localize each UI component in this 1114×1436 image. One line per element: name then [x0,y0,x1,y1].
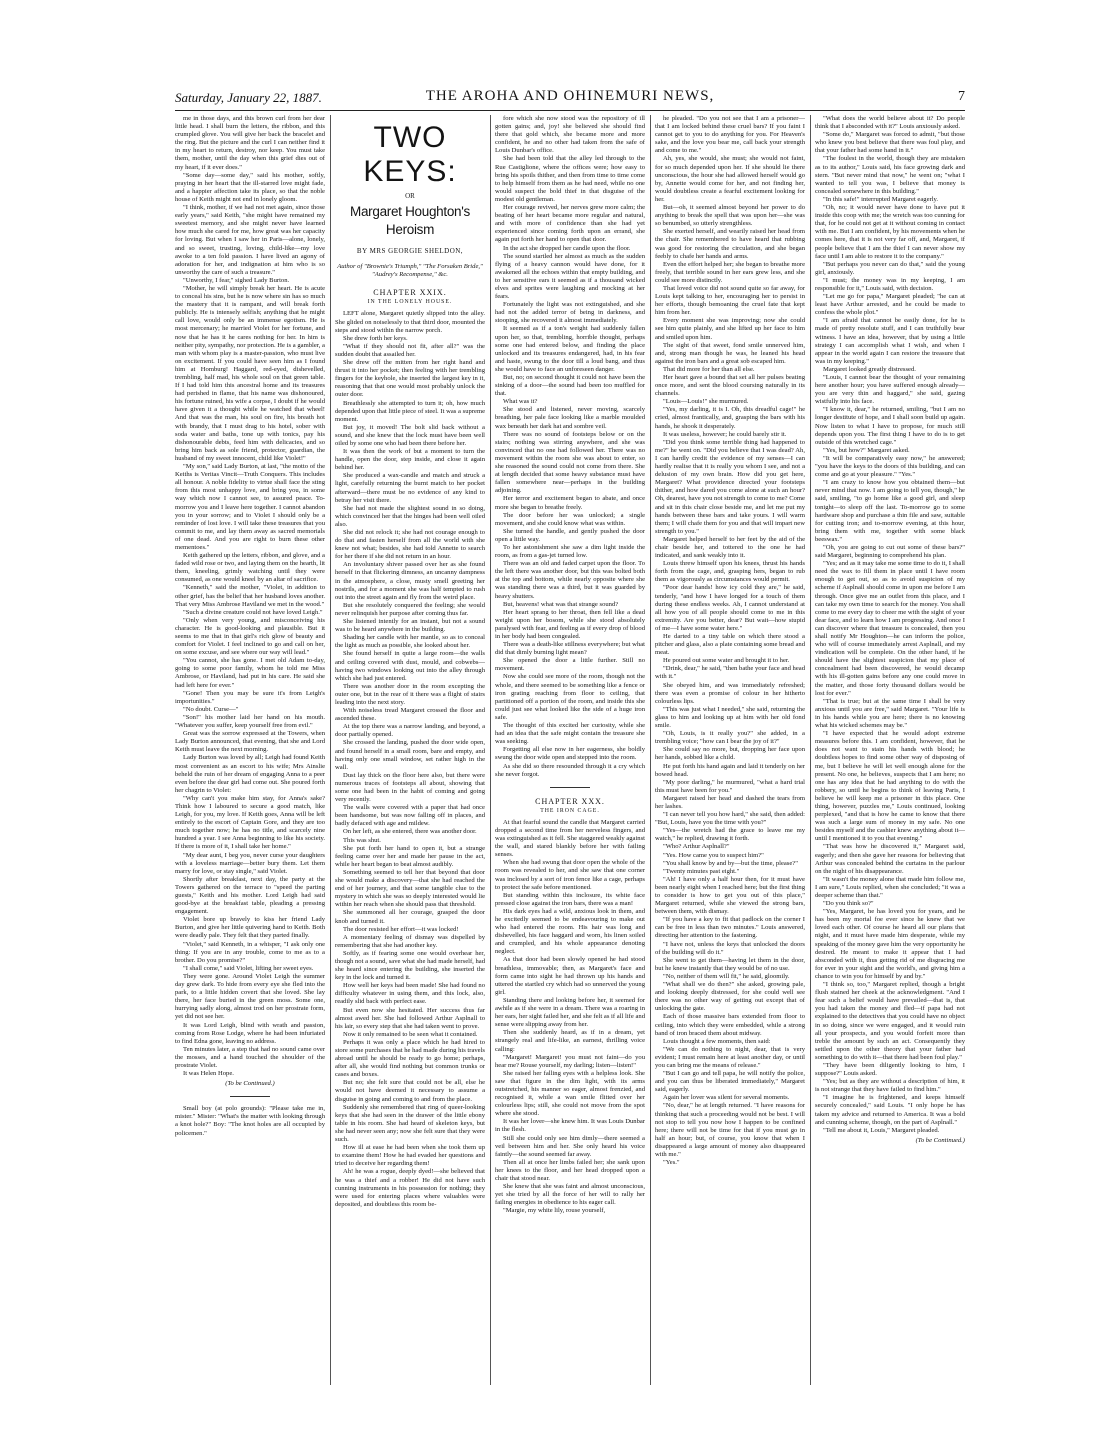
paragraph: "We can do nothing to night, dear, that is very evident; I must remain here at least another day, or until you can bring me the means of release." [655,1045,805,1069]
paragraph: "I imagine he is frightened, and keeps himself securely concealed," said Louis. "I only hope he has taken my advice and returned to America. It was a bold and cunning scheme, though, on the part of Asplnall." [815,1094,965,1126]
paragraph: Keith gathered up the letters, ribbon, and glove, and a faded wild rose or two, and laying them on the hearth, lit them, kneeling, grimly watching until they were consumed, as one would kneel by an altar of sacrifice. [175,552,325,584]
paragraph: "But perhaps you never can do that," said the young girl, anxiously. [815,260,965,276]
paragraph: "Why can't you make him stay, for Anna's sake? Think how I laboured to secure a good match, like Leigh, for you, my love. If Keith goes, Anna will be left entirely to the escort of Captain Gore, and they are too much together now; he has no title, and scarcely nine hundred a year. I see Anna beginning to like his society. If there is more of it, I shall take her home." [175,794,325,851]
column-rule [810,115,811,1385]
paragraph: "Gone! Then you may be sure it's from Leigh's importunities." [175,689,325,705]
story-or: OR [405,192,415,200]
paragraph: Then all at once her limbs failed her; she sank upon her knees to the floor, and her head dropped upon a chair that stood near. [495,1158,645,1182]
paragraph: "I think so, too," Margaret replied, though a bright flush stained her cheek at the acknowledgment. "And I fear such a belief would have prevailed—that is, that you had taken the money and fled—if papa had not explained to the detectives that you could have no object in so doing, since we were engaged, and it would ruin all your prospects, and you would forfeit more than treble the amount by such an act. Consequently they settled upon the other theory that your father had something to do with it—that there had been foul play." [815,981,965,1061]
col2-paragraphs [335,310,485,1208]
paragraph: Fortunately the light was not extinguished, and she had not the added terror of being in darkness, and stooping, she recovered it almost immediately. [495,301,645,325]
paragraph: She had been told that the alley led through to the Rue Castiglione, where the offices were; how easy to bring his spoils thither, and then from time to time come to help himself from them as he had need, while no one would suspect the bold thief in that disguise of the modest old gentleman. [495,155,645,203]
paragraph: Even the effort helped her; she began to breathe more freely, that terrible sound in her ears grew less, and she could see more distinctly. [655,260,805,284]
paragraph: "Oh, you are going to cut out some of these bars?" said Margaret, beginning to comprehend his plan. [815,543,965,560]
paragraph: When she had swung that door open the whole of the room was revealed to her, and she saw that one corner was inclosed by a sort of iron fence like a cage, perhaps to protect the safe before mentioned. [495,859,645,891]
paragraph: Margaret helped herself to her feet by the aid of the chair beside her, and tottered to the one he had indicated, and sank weakly into it. [655,535,805,560]
paragraph: he pleaded. "Do you not see that I am a prisoner—that I am locked behind these cruel bars? If you faint I cannot get to you to do anything for you. For Heaven's sake, and the love you bear me, call back your strength and come to me." [655,115,805,155]
paragraph: "Oh, no; it would never have done to have put it inside this coop with me; the wretch was too cunning for that, for he could not get at it without coming in contact with me. But I am confident, by his movements when he comes here, that it is not very far off, and, Margaret, if people believe that I am the thief I can never show my face until I am able to restore it to the company." [815,204,965,260]
paragraph: It was her lover—she knew him. It was Louis Dunbar in the flesh. [495,1118,645,1134]
chapter-heading: CHAPTER XXIX. [373,288,447,298]
paragraph: Her heart gave a bound that set all her pulses beating once more, and sent the blood coursing naturally in its channels. [655,374,805,398]
story-subtitle: Margaret Houghton's Heroism [350,204,470,237]
paragraph: "No, dear," he at length returned. "I have reasons for thinking that such a proceeding would not be best. I will not stop to tell you now how I happen to be confined here; there will not be time for that if you must go in half an hour; but, of course, you know that when I disappeared a large amount of money also disappeared with me." [655,1102,805,1158]
paragraph: "Some day—some day," said his mother, softly, praying in her heart that the ill-starred love might fade, and a happier affection take its place, so that the noble house of Keith might not end in lonely gloom. [175,171,325,203]
paragraph: "No doubt. Curse—" [183,705,239,713]
paragraph: She did not relock it; she had not courage enough to do that and fasten herself from all the world with she knew not what; besides, she had told Annette to search for her there if she did not return in an hour. [335,529,485,561]
paragraph: As she did so there resounded through it a cry which she never forgot. [495,762,645,778]
paragraph: "Oh, Louis, is it really you?" she added, in a trembling voice; "how can I bear the joy of it?" [655,730,805,746]
paragraph: The thought of this excited her curiosity, while she had an idea that the safe might contain the treasure she was seeking. [495,722,645,746]
column-rule [490,115,491,1385]
paragraph: "Yes." [663,1159,680,1167]
col1-paragraphs [175,115,325,1078]
paragraph: Suddenly she remembered that ring of queer-looking keys that she had seen in the drawer of the little ebony table in his room. She had heard of skeleton keys, but she had never seen any; now she felt sure that they were such. [335,1103,485,1144]
paragraph: "It will be comparatively easy now," he answered; "you have the keys to the doors of this building, and can come and go at your pleasure." "Yes." [815,454,965,479]
paragraph: "I shall come," said Violet, lifting her sweet eyes. [183,964,314,972]
paragraph: It was Helen Hope. [183,1070,234,1078]
paragraph: "Let me go for papa," Margaret pleaded; "he can at least have Arthur arrested, and he could be made to confess the whole plot." [815,293,965,317]
paragraph: Now it only remained to be seen what it contained. [343,1030,478,1038]
paragraph: There was no sound of footsteps below or on the stairs; nothing was stirring anywhere, and she was convinced that no one had followed her. There was no movement within the room she was about to enter, so she reasoned the sound could not come from there. She at length decided that some heavy substance must have fallen somewhere near—perhaps in the building adjoining. [495,430,645,495]
chapter-subtitle: THE IRON CAGE. [540,807,600,814]
paragraph: "Some do," Margaret was forced to admit, "but those who knew you best believe that there was foul play, and that your father had some hand in it." [815,131,965,155]
paragraph: Margaret looked greatly distressed. [823,365,916,373]
paragraph: "Son!" his mother laid her hand on his mouth. "Whatever you suffer, keep yourself free from evil." [175,713,325,730]
paragraph: "Yes, my darling, it is I. Oh, this dreadful cage!" he cried, almost frantically, and, grasping the bars with his hands, he shook it desperately. [655,406,805,430]
paragraph: "Margie, my white lily, rouse yourself, [503,1207,606,1215]
paragraph: "Twenty minutes past eight." [663,867,740,875]
col5-paragraphs [815,115,965,1135]
paragraph: "Louis, I cannot bear the thought of your remaining here another hour; you have suffered enough already—you are very thin and haggard," she said, gazing wistfully into his face. [815,374,965,406]
paragraph: "This was just what I needed," she said, returning the glass to him and looking up at him with her old fond smile. [655,705,805,730]
paragraph: Shortly after breakfast, next day, the party at the Towers gathered on the terrace to "speed the parting guests," Keith and his mother. Lord Leigh had said good-bye at the breakfast table, pleading a pressing engagement. [175,875,325,916]
author-note: Author of "Brownie's Triumph," "The Forsaken Bride," "Audrey's Recompense," &c. [337,263,483,279]
paragraph: An involuntary shiver passed over her as she found herself in that flickering dimness, an uncanny dampness in the atmosphere, a close, musty smell greeting her nostrils, and for a moment she was half tempted to rush out into the street again and fly from the weird place. [335,561,485,601]
paragraph: "I must; the money was in my keeping, I am responsible for it," Louis said, with decision. [815,276,965,292]
paragraph: Margaret raised her head and dashed the tears from her lashes. [655,794,805,810]
paragraph: "You shall know by and by—but the time, please?" [663,859,798,867]
paragraph: He poured out some water and brought it to her. [663,657,790,665]
paragraph: "That is true; but at the same time I shall be very anxious until you are free," said Margaret. "Your life is in his hands while you are here; there is no knowing what his wicked schemes may be." [815,697,965,730]
paragraph: Softly, as if fearing some one would overhear her, though not a sound, save what she had made herself, had she heard since entering the building, she inserted the key in the lock and turned it. [335,949,485,982]
paragraph: Violet bore up bravely to kiss her friend Lady Burton, and give her little quivering hand to Keith. Both were deadly pale. They felt that they parted finally. [175,916,325,940]
paragraph: That loved voice did not sound quite so far away, for Louis kept talking to her, encouraging her to persist in her efforts, though bemoaning the cruel fate that kept him from her. [655,284,805,317]
paragraph: "I am crazy to know how you obtained them—but never mind that now. I am going to tell you, though," he said, smiling, "to go home like a good girl, and sleep tonight—to sleep off the last. To-morrow go to some hardware shop and purchase a thin file and saw, suitable for cutting iron; and to-morrow evening, at this hour, bring them with me, together with some black beeswax." [815,479,965,543]
paragraph: "They have been diligently looking to him, I suppose?" Louis asked. [815,1061,965,1078]
paragraph: Again her lover was silent for several moments. [663,1094,790,1102]
paragraph: "That was how he discovered it," Margaret said, eagerly; and then she gave her reasons for believing that Arthur was concealed behind the curtains in the parlour on the night of his disappearance. [815,843,965,875]
paragraph: It was Lord Leigh, blind with wrath and passion, coming from Rose Lodge, where he had been infuriated to find Edna gone, leaving no address. [175,1021,325,1045]
paragraph: "You cannot, she has gone. I met old Adam to-day, going to some poor family, whom he told me Miss Ambrose, or Haviland, had put in his care. He said she had left here for ever." [175,657,325,689]
paragraph: "Only when very young, and misconceiving his character. He is good-looking and plausible. But it seems to me that in that girl's rich glow of beauty and comfort for Violet. I feel inclined to go and call on her, on some excuse, and see where our way will lead." [175,616,325,657]
paragraph: "Yes, Margaret, he has loved you for years, and he has been my mortal foe ever since he knew that we loved each other. Of course he heard all our plans that night, and it must have made him desperate, while my speaking of the money gave him the very opportunity he desired. He meant to make it appear that I had absconded with it, thus getting rid of me disgracing me for ever in your sight and the world's, and giving him a chance to win you for himself by and by." [815,908,965,980]
paragraph: That did more for her than all else. [663,365,755,373]
col3-paragraphs-2 [495,819,645,1216]
paragraph: "Poor dear hands! how icy cold they are," he said, tenderly, "and how I have longed for a touch of them during these endless weeks. Ah, I cannot understand at all how you of all people should come to me in this extremity. Are you better, dear? But wait—how stupid of me—I have some water here." [655,584,805,632]
paragraph: "Margaret! Margaret! you must not faint—do you hear me? Rouse yourself, my darling; listen—listen!" [495,1053,645,1069]
paragraph: She had not made the slightest sound in so doing, which convinced her that the hinges had been well oiled also. [335,504,485,528]
paragraph: "What does the world believe about it? Do people think that I absconded with it?" Louis anxiously asked. [815,115,965,131]
paragraph: "Kenneth," said the mother, "Violet, in addition to other grief, has the belief that her husband loves another. That very Miss Ambrose Haviland we met in the wood." [175,584,325,608]
paragraph: She summoned all her courage, grasped the door knob and turned it. [335,909,485,925]
paragraph: Her courage revived, her nerves grew more calm; the beating of her heart became more regular and natural, and with more of confidence than she had yet experienced since coming forth upon an errand, she again put forth her hand to open that door. [495,204,645,244]
paragraph: "Unworthy, I fear," sighed Lady Burton. [183,276,290,284]
paragraph: His dark eyes had a wild, anxious look in them, and he excitedly seemed to be endeavouring to make out who had entered the room. His hair was long and dishevelled, his face haggard and worn, his linen soiled and crumpled, and his whole appearance denoting neglect. [495,907,645,956]
paragraph: She put forth her hand to open it, but a strange feeling came over her and made her pause in the act, while her heart began to beat almost audibly. [335,844,485,868]
paragraph: Now she could see more of the room, though not the whole, and there seemed to be something like a fence or iron grating reaching from floor to ceiling, that partitioned off a portion of the room, and inside this she could just see what looked like the side of a huge iron safe. [495,673,645,721]
paragraph: Standing there and looking before her, it seemed for awhile as if she were in a dream. There was a roaring in her ears, her sight failed her, and she felt as if all life and sense were slipping away from her. [495,996,645,1029]
paragraph: But she resolutely conquered the feeling; she would never relinquish her purpose after coming thus far. [335,601,485,617]
chapter-heading: CHAPTER XXX. [535,796,605,806]
paragraph: There was another door in the room excepting the outer one, but in the rear of it there was a flight of stairs leading into the next story. [335,682,485,706]
joke-paragraph: Small boy (at polo grounds): "Please take me in, mister." Mister: "What's the matter with looking through a knot hole?" Boy: "The knot holes are all occupied by policemen." [175,1105,325,1137]
paragraph: Ah! he was a rogue, deeply dyed!—she believed that he was a thief and a robber! He did not have such cunning instruments in his possession for nothing; they were used for entering places where valuables were deposited, and doubtless this room be- [335,1168,485,1208]
paragraph: This was shut. [343,836,381,844]
paragraph: She drew forth her keys. [343,334,408,342]
paragraph: "Violet," said Kenneth, in a whisper, "I ask only one thing: If you are in any trouble, come to me as to a brother. Do you promise?" [175,940,325,964]
paragraph: "Did you think some terrible thing had happened to me?" he went on. "Did you believe that I was dead? Ah, I can hardly credit the evidence of my senses—I can hardly realise that it is really you whom I see, and not a delusion of my own brain. How did you get here, Margaret? What providence directed your footsteps thither, and how dared you come alone at such an hour? Oh, dearest, have you not strength to come to me? Come and sit in this chair close beside me, and let me put my hands between these bars and take yours. I will warm them; I will chafe them for you and that will impart new strength to you." [655,438,805,535]
newspaper-title: THE AROHA AND OHINEMURI NEWS, [425,88,715,104]
paragraph: Dust lay thick on the floor here also, but there were numerous traces of footsteps all about, showing that some one had been in the habit of coming and going very recently. [335,771,485,804]
paragraph: "Tell me about it, Louis," Margaret pleaded. [823,1126,940,1134]
paragraph: At that fearful sound the candle that Margaret carried dropped a second time from her nerveless fingers, and was extinguished as it fell. She staggered weakly against the wall, and stared blankly before her with failing senses. [495,818,645,859]
paragraph: Great was the sorrow expressed at the Towers, when Lady Burton announced, that evening, that she and Lord Keith must leave the next morning. [175,730,325,754]
paragraph: "Yes, but how?" Margaret asked. [823,446,910,454]
paragraph: Louis threw himself upon his knees, thrust his hands forth from the cage, and, grasping hers, began to rub them as vigorously as circumstances would permit. [655,560,805,584]
paragraph: "Mother, he will simply break her heart. He is acute to conceal his sins, but he is now where sin has so much the mastery that it is rampant, and will break forth publicly. He is intensely selfish; anything that he might call love, would only be an immense egotism. He is most mercenary; he married Violet for her fortune, and now that he has it he cares nothing for her. In him is neither pity, sympathy, nor protection. He is a gambler, a man with whom play is a master-passion, who must live on excitement. If you could have seen him as I found him at Homburg! Haggard, red-eyed, dishevelled, trembling, half mad, his whole soul on that green table. If I had told him this ancestral home and its treasures had perished in flame, that his name was dishonoured, his fortune ruined, his wife a corpse, I doubt if he would have given it a thought while he watched that wheel! And that was the man, his soul on fire, his breath hot with brandy, that I must drag to his hotel, sober with soda water and baths, tone up with tonics, pay his dishonourable debts, feed him with delicacies, and so bring him back as sole friend, protector, guardian, the husband of my sweet innocent, child like Violet!" [175,284,325,462]
byline: BY MRS GEORGIE SHELDON, [356,247,464,255]
paragraph: Breathlessly she attempted to turn it; oh, how much depended upon that little piece of steel. It was a supreme moment. [335,399,485,423]
paragraph: She exerted herself, and wearily raised her head from the chair. She remembered to have heard that rubbing was good for restoring the circulation, and she began feebly to chafe her hands and arms. [655,228,805,260]
column-5 [815,115,965,1385]
paragraph: "But I can go and tell papa, he will notify the police, and you can thus be liberated immediately," Margaret said, eagerly. [655,1070,805,1094]
paragraph: "I have expected that he would adopt extreme measures before this. I am confident, however, that he does not want to stain his hands with blood; he doubtless hopes to find some other way of disposing of me, but I believe he will let well enough alone for the present. No one, he believes, suspects that I am here; no one has any idea that he had anything to do with the robbery, so until he begins to think of leaving Paris, I believe he will keep me a prisoner in this place. One thing, however, puzzles me," Louis continued, looking perplexed, "and that is how he came to know that there was such a large sum of money in my safe. No one besides myself and the cashier knew anything about it—until I mentioned it to you that evening." [815,730,965,843]
paragraph: "Yes—the wretch had the grace to leave me my watch," he replied, drawing it forth. [655,827,805,843]
column-rule [330,115,331,1385]
paragraph: "What shall we do then?" she asked, growing pale, and looking deeply distressed, for she could well see there was no other way of getting out except that of unlocking the gate. [655,981,805,1013]
paragraph: "My poor darling," he murmured, "what a hard trial this must have been for you." [655,778,805,794]
paragraph: But even now she hesitated. Her success thus far almost awed her. She had followed Arthur Asplnall to his lair, so every step that she had taken went to prove. [335,1006,485,1030]
paragraph: She stood and listened, never moving, scarcely breathing, her pale face looking like a marble moulded wax beneath her dark hat and sombre veil. [495,406,645,430]
separator [230,1096,270,1097]
paragraph: To her astonishment she saw a dim light inside the room, as from a gas-jet turned low. [495,543,645,560]
column-4 [655,115,805,1385]
column-rule [650,115,651,1385]
paragraph: But no; she felt sure that could not be all, else he would not have deemed it necessary to assume a disguise in going and coming to and from the place. [335,1079,485,1103]
paragraph: "In this safe!" interrupted Margaret eagerly. [823,195,939,203]
paragraph: Ah, yes, she would, she must; she would not faint, for so much depended upon her. If she should lie there unconscious, the hour she had allowed herself would go by, Annette would come for her, and not finding her, would doubtless create a fearful excitement looking for her. [655,155,805,203]
column-3 [495,115,645,1385]
paragraph: As that door had been slowly opened he had stood breathless, immovable; then, as Margaret's face and form came into sight he had thrown up his hands and uttered the startled cry which had so unnerved the young girl. [495,956,645,996]
paragraph: "It wasn't the money alone that made him follow me, I am sure," Louis replied, when she concluded; "it was a deeper scheme than that." [815,875,965,899]
paragraph: The walls were covered with a paper that had once been handsome, but was now falling off in places, and badly defaced with age and mildew. [335,804,485,828]
paragraph: "Who? Arthur Asplnall?" [663,843,730,851]
paragraph: "Such a divine creature could not have loved Leigh." [183,608,323,616]
paragraph: On her left, as she entered, there was another door. [343,828,477,836]
paragraph: He put forth his hand again and laid it tenderly on her bowed head. [655,762,805,778]
column-1 [175,115,325,1385]
to-be-continued: (To be Continued.) [915,1136,965,1144]
paragraph: "I think, mother, if we had not met again, since those early years," said Keith, "she might have remained my sweetest memory, and she might never have learned how much she cared for me, how great was her capacity for loving. But when I saw her in Paris—alone, lonely, and so sweet, trusting, loving, child-like—my love awoke to a ten fold passion. I have lived an agony of adoration for her, and indignation at him who is so unworthy the care of such a treasure." [175,204,325,276]
separator [550,787,590,788]
paragraph: Something seemed to tell her that beyond that door she would make a discovery—that she had reached the end of her journey, and that some tangible clue to the mystery in which she was so deeply interested would lie within her reach when she should pass that threshold. [335,868,485,909]
to-be-continued: (To be Continued.) [225,1080,275,1088]
paragraph: She obeyed him, and was immediately refreshed; there was even a promise of colour in her hitherto colourless lips. [655,681,805,705]
paragraph: "I have not, unless the keys that unlocked the doors of the building will do it." [655,940,805,956]
column-2 [335,115,485,1385]
paragraph: Her terror and excitement began to abate, and once more she began to breathe freely. [495,495,645,511]
paragraph: Each of those massive bars extended from floor to ceiling, into which they were embedded, while a strong band of iron braced them about midway. [655,1013,805,1037]
paragraph: "I know it, dear," he returned, smiling, "but I am no longer destitute of hope, and I shall soon build up again. Now listen to what I have to propose, for much still depends upon you. The first thing I have to do is to get outside of this wretched cage." [815,406,965,446]
paragraph: LEFT alone, Margaret quietly slipped into the alley. She glided on noiselessly to that third door, mounted the steps and stood within the narrow porch. [335,310,485,334]
paragraph: She could say no more, but, dropping her face upon her hands, sobbed like a child. [655,746,805,762]
paragraph: A momentary feeling of dismay was dispelled by remembering that she had another key. [335,933,485,949]
paragraph: It was then the work of but a moment to turn the handle, open the door, step inside, and close it again behind her. [335,448,485,472]
paragraph: She raised her falling eyes with a helpless look. She saw that figure in the dim light, with its arms outstretched, his manner so eager, almost frenzied, and recognised it, while a wan smile flitted over her colourless lips; still, she could not move from the spot where she stood. [495,1069,645,1118]
paragraph: With noiseless tread Margaret crossed the floor and ascended these. [335,707,485,723]
page-number: 7 [958,89,965,104]
paragraph: The door before her was unlocked; a single movement, and she could know what was within. [495,511,645,527]
paragraph: How ill at ease he had been when she took them up to examine them! How he had evaded her questions and tried to deceive her regarding them! [335,1144,485,1168]
paragraph: There was an old and faded carpet upon the floor. To the left there was another door, but this was bolted both at the top and bottom, while nearly opposite where she was standing there was a third, but it was guarded by heavy shutters. [495,560,645,600]
header-date: Saturday, January 22, 1887. [175,90,322,105]
paragraph: What was it? [503,398,538,406]
paragraph: "My dear aunt, I beg you, never curse your daughters with a loveless marriage—better bury them. Let them marry for love, or stay single," said Violet. [175,851,325,875]
paragraph: It was useless, however; he could barely stir it. [663,430,787,438]
paragraph: Perhaps it was only a place which he had hired to store some purchases that he had made during his travels abroad until he should be ready to go home; perhaps, after all, she would find nothing but common trunks or cases and boxes. [335,1038,485,1079]
story-title: TWO KEYS: [363,121,457,188]
col4-paragraphs [655,115,805,1167]
chapter-subtitle: IN THE LONELY HOUSE. [367,299,453,306]
paragraph: But joy, it moved! The bolt slid back without a sound, and she knew that the lock must have been well oiled by some one who had been there before her. [335,423,485,447]
paragraph: Her heart sprang to her throat, then fell like a dead weight upon her bosom, while she stood absolutely paralysed with fear, and feeling as if every drop of blood in her body had been congealed. [495,608,645,640]
paragraph: There was a death-like stillness everywhere; but what did that dimly burning light mean? [495,641,645,657]
paragraph: She knew that she was faint and almost unconscious, yet she tried by all the force of her will to rally her failing energies in obedience to his eager call. [495,1183,645,1207]
paragraph: "What if they should not fit, after all?" was the sudden doubt that assailed her. [335,342,485,358]
paragraph: Still she could only see him dimly—there seemed a veil between him and her. She only heard his voice faintly—the sound seemed far away. [495,1134,645,1158]
paragraph: But—oh, it seemed almost beyond her power to do anything to break the spell that was upon her—she was so benumbed, so utterly strengthless. [655,204,805,228]
paragraph: fore which she now stood was the repository of ill gotten gains; and, joy! she believed she should find there that gold which, she became more and more confident, he and no other had taken from the safe of Louis Dunbar's office. [495,115,645,155]
paragraph: She found herself in quite a large room—the walls and ceiling covered with dust, mould, and cobwebs—having two windows looking out into the alley through which she had just entered. [335,650,485,682]
paragraph: "Do you think so?" [823,900,874,908]
paragraph: She drew off the mitten from her right hand and thrust it into her pocket; then feeling with her trembling fingers for the keyhole, she inserted the largest key in it, reasoning that that one would most probably unlock the outer door. [335,359,485,399]
paragraph: At the top there was a narrow landing, and beyond, a door partially opened. [335,723,485,739]
paragraph: Ten minutes later, a step that had no sound came over the mosses, and a hand touched the shoulder of the prostrate Violet. [175,1045,325,1069]
paragraph: She listened intently for an instant, but not a sound was to be heard anywhere in the building. [335,618,485,634]
paragraph: She opened the door a little further. Still no movement. [495,657,645,673]
paragraph: "Louis—Louis!" she murmured. [663,398,749,406]
paragraph: In the act she dropped her candle upon the floor. [503,244,631,252]
paragraph: It seemed as if a ton's weight had suddenly fallen upon her, so that, trembling, horrible thought, perhaps some one had entered below, and finding the place unlocked and its treasures endangered, had, in his fear and haste, swung to the door till a loud bang, and thus she would have to face an unforeseen danger. [495,325,645,373]
paragraph: Then she suddenly heard, as if in a dream, yet strangely real and life-like, an earnest, thrilling voice calling: [495,1029,645,1053]
col3-paragraphs [495,115,645,779]
paragraph: The sight of that sweet, fond smile unnerved him, and, strong man though he was, he leaned his head against the iron bars and a great sob escaped him. [655,341,805,365]
paragraph: "I am afraid that cannot be easily done, for he is made of pretty resolute stuff, and I can truthfully bear witness. I have an idea, however, that by using a little strategy I can accomplish what I wish, and when I appear in the world again I can restore the treasure that was in my keeping." [815,317,965,365]
paragraph: Louis thought a few moments, then said: [663,1037,771,1045]
paragraph: The door resisted her effort—it was locked! [343,925,459,933]
paragraph: me in those days, and this brown curl from her dear little head. I shall burn the letters, the ribbon, and this crumpled glove. You will give her back the bracelet and the ring. But the picture and the curl I can neither find it in my heart to return, destroy, nor keep. You must take them, mother, until the day when this grief dies out of my heart, if it ever does." [175,115,325,171]
paragraph: She turned the handle, and gently pushed the door open a little way. [495,527,645,543]
paragraph: "Yes. How came you to suspect him?" [663,851,764,859]
paragraph: "Yes; but as they are without a description of him, it is not strange that they have failed to find him." [815,1078,965,1094]
paragraph: "If you have a key to fit that padlock on the corner I can be free in less than two minutes." Louis answered, directing her attention to the fastening. [655,916,805,940]
paragraph: "No, neither of them will fit," he said, gloomily. [663,972,790,980]
paragraph: She crossed the landing, pushed the door wide open, and found herself in a small room, bare and empty, and having only one small window, set rather high in the wall. [335,739,485,771]
paragraph: She went to get them—having let them in the door, but he knew instantly that they would be of no use. [655,956,805,972]
paragraph: "My son," said Lady Burton, at last, "the motto of the Keiths is Veritas Vincit—Truth Conquers. This includes all honour. A noble fidelity to virtue shall face the sting from this most unhappy love, and bring you, in some way which now I cannot see, to assured peace. To-morrow you and I leave here together. I cannot abandon you in your sorrow; and to Violet I should only be a reminder of lost love. I will take these treasures that you commit to me, and lay them away as sacred memorials of one dead. And you are right to burn these other mementoes." [175,463,325,551]
paragraph: But standing within this inclosure, its white face pressed close against the iron bars, there was a man! [495,891,645,907]
page-header [175,88,965,111]
paragraph: Forgetting all else now in her eagerness, she boldly swung the door wide open and stepped into the room. [495,746,645,762]
paragraph: "The foulest in the world, though they are mistaken as to its author," Louis said, his face growing dark and stern. "But never mind that now," he went on; "what I wanted to tell you was, I believe that money is concealed somewhere in this building." [815,155,965,195]
paragraph: But, heavens! what was that strange sound? [503,600,619,608]
columns [175,115,965,1385]
paragraph: She produced a wax-candle and match and struck a light, carefully returning the burnt match to her pocket afterward—there must be no evidence of any kind to betray her visit there. [335,472,485,504]
paragraph: "Drink, dear," he said, "then bathe your face and head with it." [655,665,805,681]
paragraph: Shading her candle with her mantle, so as to conceal the light as much as possible, she looked about her. [335,634,485,650]
paragraph: Lady Burton was loved by all; Leigh had found Keith most convenient as an escort to his wife; Mrs Ainslie beheld the ruin of her dream of engaging Anna to a peer even before the dear girl had come out. She poured forth her chagrin to Violet: [175,754,325,794]
paragraph: "I can never tell you how hard," she said, then added: "But, Louis, have you the time with you?" [655,811,805,827]
paragraph: "Ah! I have only a half hour then, for it must have been nearly eight when I reached here; but the first thing to consider is how to get you out of this place," Margaret returned, while she viewed the strong bars, between them, with dismay. [655,875,805,916]
paragraph: He darted to a tiny table on which there stood a pitcher and glass, also a plate containing some bread and meat. [655,633,805,657]
paragraph: Every moment she was improving; now she could see him quite plainly, and she lifted up her face to him and smiled upon him. [655,317,805,341]
paragraph: How well her keys had been made! She had found no difficulty whatever in using them, and this lock, also, readily slid back with perfect ease. [335,982,485,1006]
paragraph: But, no; on second thought it could not have been the sinking of a door—the sound had been too muffled for that. [495,374,645,398]
paragraph: The sound startled her almost as much as the sudden flying of a heavy cannon would have done, for it awakened all the echoes within that empty building, and to her sensitive ears it seemed as if a thousand wicked elves and sprites were laughing and mocking at her fears. [495,252,645,301]
paragraph: They were gone. Around Violet Leigh the summer day grew dark. To hide from every eye she fled into the park, to a little hidden covert that she loved. She lay there, her face buried in the green moss. Some one, hurrying sadly along, almost trod on her prostrate form, yet did not see her. [175,972,325,1021]
paragraph: "Yes; and as it may take me some time to do it, I shall need the wax to fill them in place until I have room enough to get out, so as to avoid suspicion of my scheme if Asplnall should come in upon me before I am through. Once give me an outlet from this place, and I can take my own time to search for the money. You shall come to me every day to cheer me with the sight of your dear face, and to learn how I am progressing. And once I can discover where that treasure is concealed, then you shall notify Mr Houghton—he can inform the police, who will of course immediately arrest Asplnall, and my vindication will be complete. On the other hand, if he should have the slightest suspicion that my place of concealment had been discovered, he would decamp with his ill-gotten gains before any one could move in the matter, and those forty thousand dollars would be lost for ever." [815,560,965,697]
